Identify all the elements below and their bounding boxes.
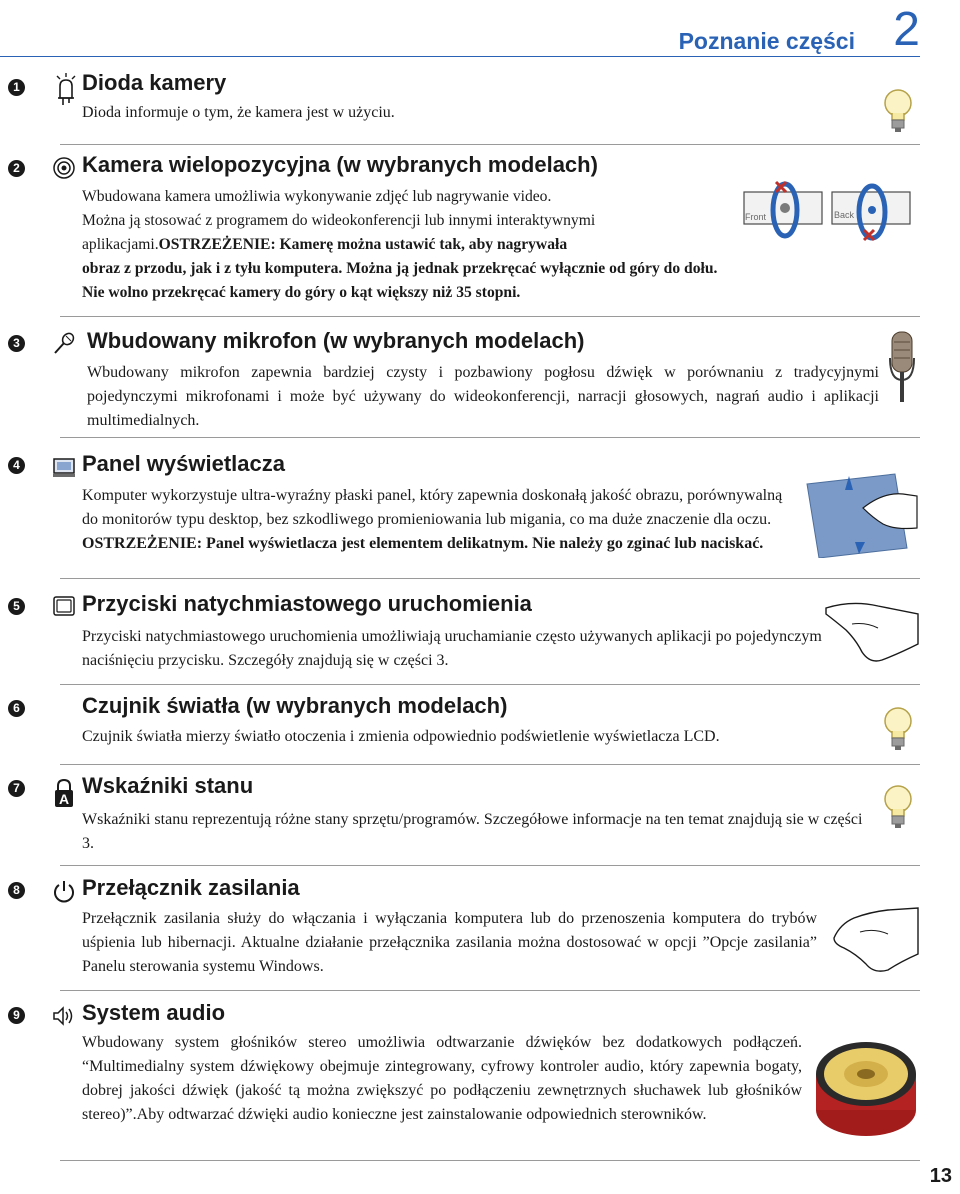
header-rule (0, 56, 920, 57)
section-header-title: Poznanie części (678, 28, 855, 54)
camera-icon (52, 156, 76, 180)
section-number-badge: 7 (8, 780, 25, 797)
section-number-badge: 9 (8, 1007, 25, 1024)
pressing-hand-illustration (822, 600, 920, 666)
page-number: 13 (929, 1165, 952, 1187)
microphone-icon (52, 332, 76, 356)
section-divider (60, 764, 920, 765)
section-title: Wbudowany mikrofon (w wybranych modelach) (87, 328, 585, 353)
lock-indicator-icon (52, 778, 76, 808)
lightbulb-icon (880, 704, 916, 752)
speaker-illustration (812, 1028, 920, 1140)
power-icon (52, 879, 76, 903)
section-title: System audio (82, 1000, 226, 1025)
display-panel-illustration (803, 472, 919, 558)
section-body: Czujnik światła mierzy światło otoczenia i zmienia odpowiednio podświetlenie wyświetlacza LCD. (82, 728, 720, 745)
pressing-hand-illustration (830, 904, 920, 976)
lightbulb-icon (880, 86, 916, 134)
instant-key-icon (52, 594, 76, 618)
section-divider (60, 865, 920, 866)
section-title: Przełącznik zasilania (82, 875, 300, 900)
section-title: Przyciski natychmiastowego uruchomienia (82, 591, 532, 616)
section-body: Wbudowany mikrofon zapewnia bardziej czysty i pozbawiony pogłosu dźwięk w porównaniu z tradycyjnymi pojedynczymi mikrofonami i może być używany do wideokonferencji, narracji głosowych, nagrań audio i aplikacji multimedialnych. (87, 364, 879, 429)
section-divider (60, 578, 920, 579)
display-icon (52, 455, 76, 479)
section-body: Dioda informuje o tym, że kamera jest w użyciu. (82, 104, 395, 121)
section-title: Kamera wielopozycyjna (w wybranych modelach) (82, 152, 598, 177)
section-body: Przełącznik zasilania służy do włączania i wyłączania komputera lub do przenoszenia komputera do trybów uśpienia lub hibernacji. Aktualne działanie przełącznika zasilania można dostosować w opcji ”Opcje zasilania” Panelu sterowania systemu Windows. (82, 910, 817, 975)
microphone-illustration (886, 328, 918, 406)
section-title: Wskaźniki stanu (82, 773, 254, 798)
section-body: Komputer wykorzystuje ultra-wyraźny płaski panel, który zapewnia doskonałą jakość obrazu, porównywalną do monitorów typu desktop, bez szkodliwego promieniowania lub migania, co ma duże znaczenie dla oczu. OSTRZEŻENIE: Panel wyświetlacza jest elementem delikatnym. Nie należy go zginać lub naciskać. (82, 487, 783, 552)
section-body: Wbudowana kamera umożliwia wykonywanie zdjęć lub nagrywanie video. Można ją stosować z programem do wideokonferencji lub innymi interaktywnymi aplikacjami.OSTRZEŻENIE: Kamerę można ustawić tak, aby nagrywała obraz z przodu, jak i z tyłu komputera. Można ją jednak przekręcać wyłącznie od góry do dołu. Nie wolno przekręcać kamery do góry o kąt większy niż 35 stopni. (82, 188, 718, 301)
section-number-badge: 3 (8, 335, 25, 352)
section-number-badge: 8 (8, 882, 25, 899)
section-body: Wbudowany system głośników stereo umożliwia odtwarzanie dźwięków bez dodatkowych podłączeń. “Multimedialny system dźwiękowy obejmuje zintegrowany, cyfrowy kontroler audio, który zapewnia bogaty, dobrej jakości dźwięk (jakość tą można zwiększyć po podłączeniu zewnętrznych słuchawek lub głośników stereo)”.Aby odtwarzać dźwięki audio konieczne jest zainstalowanie odpowiednich sterowników. (82, 1034, 802, 1123)
section-divider (60, 316, 920, 317)
chapter-number: 2 (893, 3, 920, 56)
section-title: Czujnik światła (w wybranych modelach) (82, 693, 508, 718)
section-number-badge: 2 (8, 160, 25, 177)
section-divider (60, 990, 920, 991)
svg-text:A: A (58, 791, 70, 807)
section-body: Wskaźniki stanu reprezentują różne stany sprzętu/programów. Szczegółowe informacje na ten temat znajdują sie w części 3. (82, 811, 863, 852)
camera-rotation-diagram (740, 180, 915, 246)
section-number-badge: 1 (8, 79, 25, 96)
section-title: Panel wyświetlacza (82, 451, 285, 476)
section-divider (60, 144, 920, 145)
section-number-badge: 4 (8, 457, 25, 474)
lightbulb-icon (880, 782, 916, 830)
camera-led-icon (54, 72, 78, 106)
speaker-icon (52, 1004, 76, 1028)
section-divider (60, 684, 920, 685)
section-title: Dioda kamery (82, 70, 227, 95)
section-divider (60, 437, 920, 438)
section-number-badge: 6 (8, 700, 25, 717)
section-divider (60, 1160, 920, 1161)
front-label: Front (745, 212, 767, 222)
back-label: Back (834, 210, 855, 220)
section-number-badge: 5 (8, 598, 25, 615)
section-body: Przyciski natychmiastowego uruchomienia umożliwiają uruchamianie często używanych aplikacji po pojedynczym naciśnięciu przycisku. Szczegóły znajdują się w części 3. (82, 628, 822, 669)
